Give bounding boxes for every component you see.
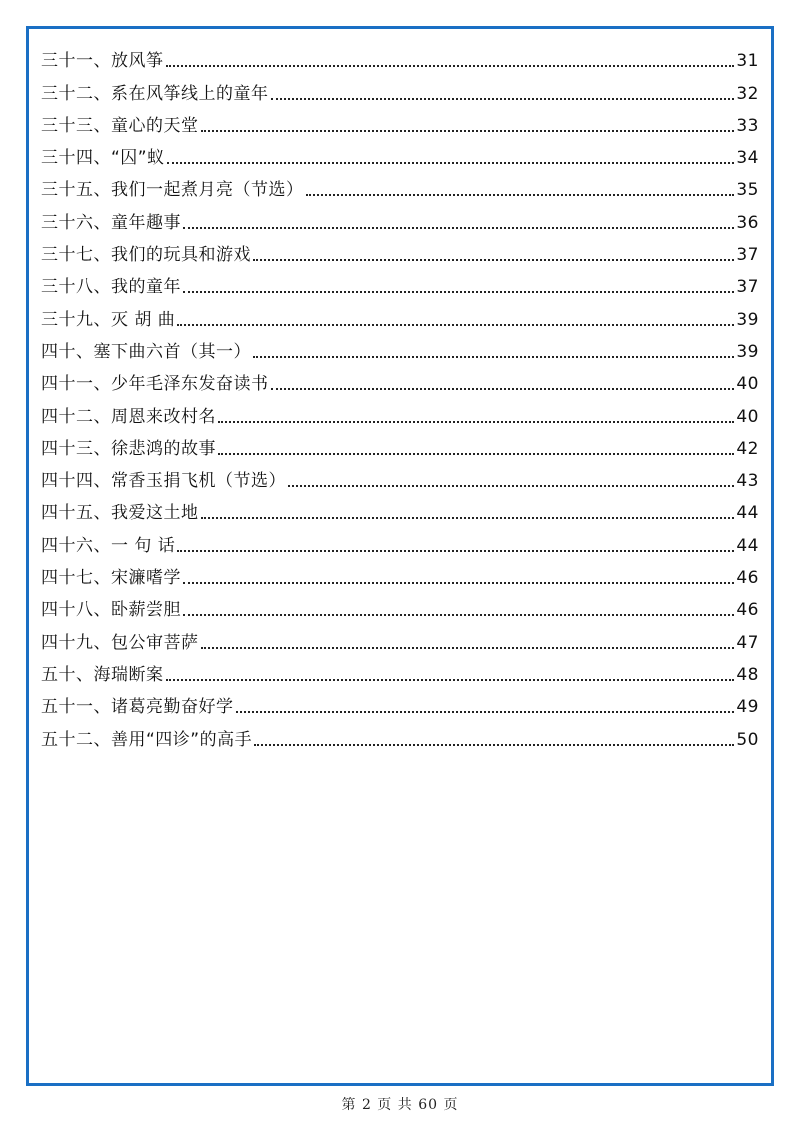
toc-dot-leader [177, 550, 734, 552]
toc-entry-title: 四十九、包公审菩萨 [41, 632, 199, 653]
toc-dot-leader [166, 65, 735, 67]
toc-entry-title: 五十一、诸葛亮勤奋好学 [41, 697, 234, 718]
toc-entry-page: 50 [736, 729, 759, 750]
toc-dot-leader [253, 356, 734, 358]
toc-dot-leader [218, 453, 734, 455]
toc-entry-title: 五十、海瑞断案 [41, 664, 164, 685]
toc-entry-title: 五十二、善用“四诊”的高手 [41, 729, 253, 750]
toc-entry-title: 四十一、少年毛泽东发奋读书 [41, 374, 269, 395]
toc-entry-page: 44 [736, 503, 759, 524]
toc-dot-leader [236, 711, 735, 713]
toc-entry-page: 34 [736, 148, 759, 169]
toc-entry-title: 三十六、童年趣事 [41, 212, 181, 233]
toc-entry-title: 三十七、我们的玩具和游戏 [41, 245, 251, 266]
toc-dot-leader [166, 679, 735, 681]
toc-dot-leader [183, 291, 734, 293]
toc-entry-title: 三十五、我们一起煮月亮（节选） [41, 180, 304, 201]
toc-dot-leader [177, 324, 734, 326]
toc-entry-page: 39 [736, 309, 759, 330]
toc-entry[interactable] [41, 203, 759, 235]
table-of-contents [41, 42, 759, 753]
toc-entry-title: 四十六、一 句 话 [41, 535, 176, 556]
toc-dot-leader [183, 227, 734, 229]
toc-entry[interactable] [41, 720, 759, 752]
toc-dot-leader [306, 194, 735, 196]
toc-entry-title: 四十四、常香玉捐飞机（节选） [41, 471, 286, 492]
toc-entry[interactable] [41, 623, 759, 655]
toc-dot-leader [201, 517, 735, 519]
toc-entry[interactable] [41, 462, 759, 494]
toc-dot-leader [183, 614, 734, 616]
toc-entry-page: 40 [736, 374, 759, 395]
toc-entry-title: 四十八、卧薪尝胆 [41, 600, 181, 621]
toc-entry-title: 四十五、我爱这土地 [41, 503, 199, 524]
toc-entry[interactable] [41, 171, 759, 203]
toc-dot-leader [201, 130, 735, 132]
toc-entry[interactable] [41, 365, 759, 397]
toc-entry-page: 42 [736, 438, 759, 459]
toc-dot-leader [218, 421, 734, 423]
toc-entry[interactable] [41, 268, 759, 300]
toc-entry[interactable] [41, 688, 759, 720]
toc-entry-page: 37 [736, 277, 759, 298]
toc-entry-page: 46 [736, 568, 759, 589]
toc-entry[interactable] [41, 107, 759, 139]
toc-entry-page: 36 [736, 212, 759, 233]
toc-entry[interactable] [41, 430, 759, 462]
page-footer: 第 2 页 共 60 页 [341, 1097, 459, 1113]
toc-entry-title: 四十七、宋濂嗜学 [41, 568, 181, 589]
toc-dot-leader [288, 485, 734, 487]
toc-entry[interactable] [41, 333, 759, 365]
toc-entry-page: 43 [736, 471, 759, 492]
toc-entry-title: 三十九、灭 胡 曲 [41, 309, 176, 330]
toc-entry-title: 三十八、我的童年 [41, 277, 181, 298]
toc-entry-page: 40 [736, 406, 759, 427]
toc-entry[interactable] [41, 236, 759, 268]
toc-entry-page: 31 [736, 51, 759, 72]
toc-entry-page: 49 [736, 697, 759, 718]
toc-entry-page: 37 [736, 245, 759, 266]
toc-entry-page: 39 [736, 341, 759, 362]
toc-dot-leader [271, 388, 735, 390]
toc-entry-page: 44 [736, 535, 759, 556]
toc-entry-page: 48 [736, 664, 759, 685]
toc-entry-title: 四十、塞下曲六首（其一） [41, 341, 251, 362]
toc-entry[interactable] [41, 656, 759, 688]
toc-entry[interactable] [41, 42, 759, 74]
toc-dot-leader [271, 98, 735, 100]
toc-entry[interactable] [41, 397, 759, 429]
toc-entry[interactable] [41, 559, 759, 591]
toc-entry-page: 46 [736, 600, 759, 621]
toc-entry[interactable] [41, 139, 759, 171]
toc-dot-leader [201, 647, 735, 649]
toc-dot-leader [167, 162, 735, 164]
toc-entry-page: 47 [736, 632, 759, 653]
toc-entry-title: 三十二、系在风筝线上的童年 [41, 83, 269, 104]
toc-entry-title: 三十一、放风筝 [41, 51, 164, 72]
toc-entry-page: 32 [736, 83, 759, 104]
toc-entry-page: 35 [736, 180, 759, 201]
toc-entry[interactable] [41, 591, 759, 623]
toc-entry-title: 四十二、周恩来改村名 [41, 406, 216, 427]
toc-entry-page: 33 [736, 115, 759, 136]
toc-entry-title: 三十三、童心的天堂 [41, 115, 199, 136]
toc-dot-leader [254, 744, 734, 746]
toc-entry[interactable] [41, 526, 759, 558]
toc-entry[interactable] [41, 300, 759, 332]
toc-entry[interactable] [41, 74, 759, 106]
toc-entry[interactable] [41, 494, 759, 526]
toc-dot-leader [183, 582, 734, 584]
toc-entry-title: 四十三、徐悲鸿的故事 [41, 438, 216, 459]
page-border-frame [26, 26, 774, 1086]
toc-entry-title: 三十四、“囚”蚁 [41, 148, 165, 169]
toc-dot-leader [253, 259, 734, 261]
